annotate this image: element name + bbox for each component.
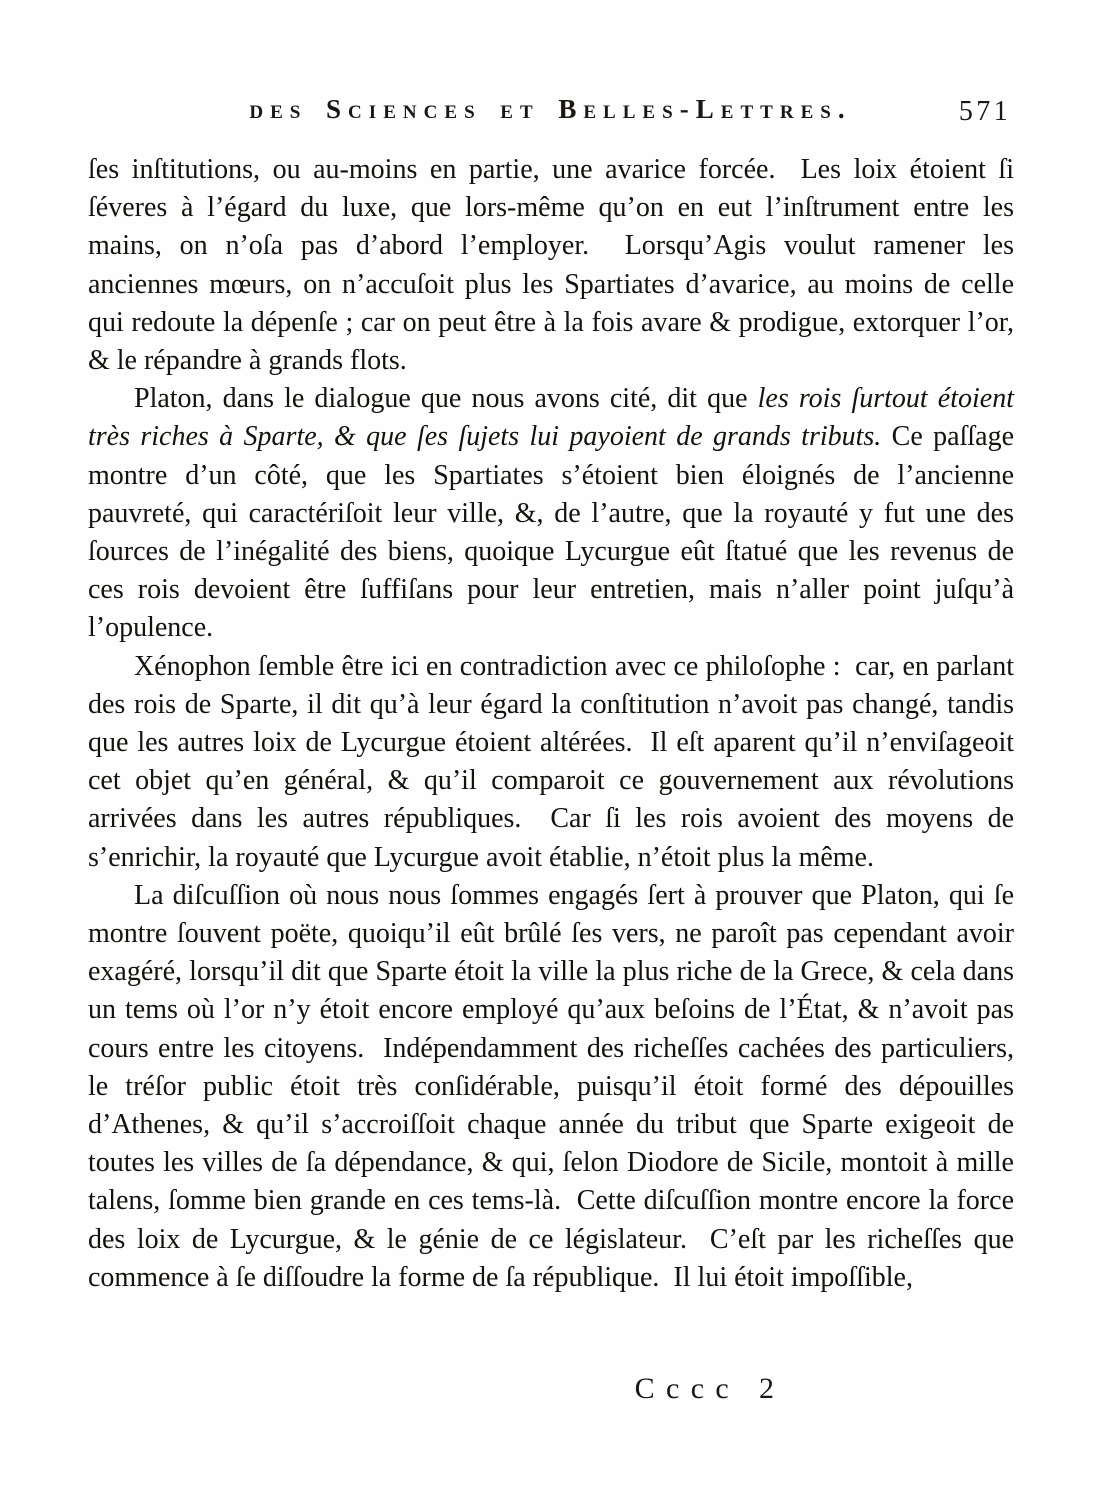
paragraph-4-text: La diſcuſſion où nous nous ſommes engagés ſert à prouver que Platon, qui ſe montre ſouvent poëte, quoiqu’il eût brûlé ſes vers, ne paroît pas cependant avoir exagéré, lorsqu’il dit que Sparte étoit la ville la plus riche de la Grece, & cela dans un tems où l’or n’y étoit encore employé qu’aux beſoins de l’État, & n’avoit pas cours entre les citoyens. Indépendamment des richeſſes cachées des particuliers, le tréſor public étoit très conſidérable, puisqu’il étoit formé des dépouilles d’Athenes, & qu’il s’accroiſſoit chaque année du tribut que Sparte exigeoit de toutes les villes de ſa dépendance, & qui, ſelon Diodore de Sicile, montoit à mille talens, ſomme bien grande en ces tems-là. Cette diſcuſſion montre encore la force des loix de Lycurgue, & le génie de ce législateur. C’eſt par les richeſſes que commence à ſe diſſoudre la forme de ſa république. Il lui étoit impoſſible, bbox=[88, 879, 1021, 1293]
paragraph-2-quotation-italic: les rois ſurtout étoient très riches à Sparte, & que ſes ſujets lui payoient de grands tributs. bbox=[88, 383, 1021, 453]
paragraph-1 bbox=[88, 151, 1021, 380]
signature-catchword: Cccc 2 bbox=[634, 1372, 786, 1405]
running-title: des Sciences et Belles-Lettres. bbox=[249, 94, 852, 124]
paragraph-3 bbox=[88, 648, 1021, 877]
text-block bbox=[88, 151, 1022, 1297]
paragraph-3-text: Xénophon ſemble être ici en contradiction avec ce philoſophe : car, en parlant des rois de Sparte, il dit qu’à leur égard la conſtitution n’avoit pas changé, tandis que les autres loix de Lycurgue étoient altérées. Il eſt aparent qu’il n’enviſageoit cet objet qu’en général, & qu’il comparoit ce gouvernement aux révolutions arrivées dans les autres républiques. Car ſi les rois avoient des moyens de s’enrichir, la royauté que Lycurgue avoit établie, n’étoit plus la même. bbox=[88, 650, 1021, 873]
page-number: 571 bbox=[958, 96, 1011, 127]
paragraph-2 bbox=[88, 380, 1022, 647]
paragraph-4 bbox=[88, 877, 1021, 1297]
paragraph-1-text: ſes inſtitutions, ou au-moins en partie, une avarice forcée. Les loix étoient ſi ſéveres à l’égard du luxe, que lors-même qu’on en eut l’inſtrument entre les mains, on n’oſa pas d’abord l’employer. Lorsqu’Agis voulut ramener les anciennes mœurs, on n’accuſoit plus les Spartiates d’avarice, au moins de celle qui redoute la dépenſe ; car on peut être à la fois avare & prodigue, extorquer l’or, & le répandre à grands flots. bbox=[88, 154, 1021, 377]
paragraph-2-roman-lead: Platon, dans le dialogue que nous avons cité, dit que bbox=[134, 383, 758, 415]
catchword-row bbox=[0, 1372, 1100, 1406]
paragraph-2-roman-tail: Ce paſſage montre d’un côté, que les Spartiates s’étoient bien éloignés de l’ancienne pauvreté, qui caractériſoit leur ville, &, de l’autre, que la royauté y fut une des ſources de l’inégalité des biens, quoique Lycurgue eût ſtatué que les revenus de ces rois devoient être ſuffiſans pour leur entretien, mais n’aller point juſqu’à l’opulence. bbox=[88, 421, 1022, 644]
page-header bbox=[88, 94, 1013, 134]
